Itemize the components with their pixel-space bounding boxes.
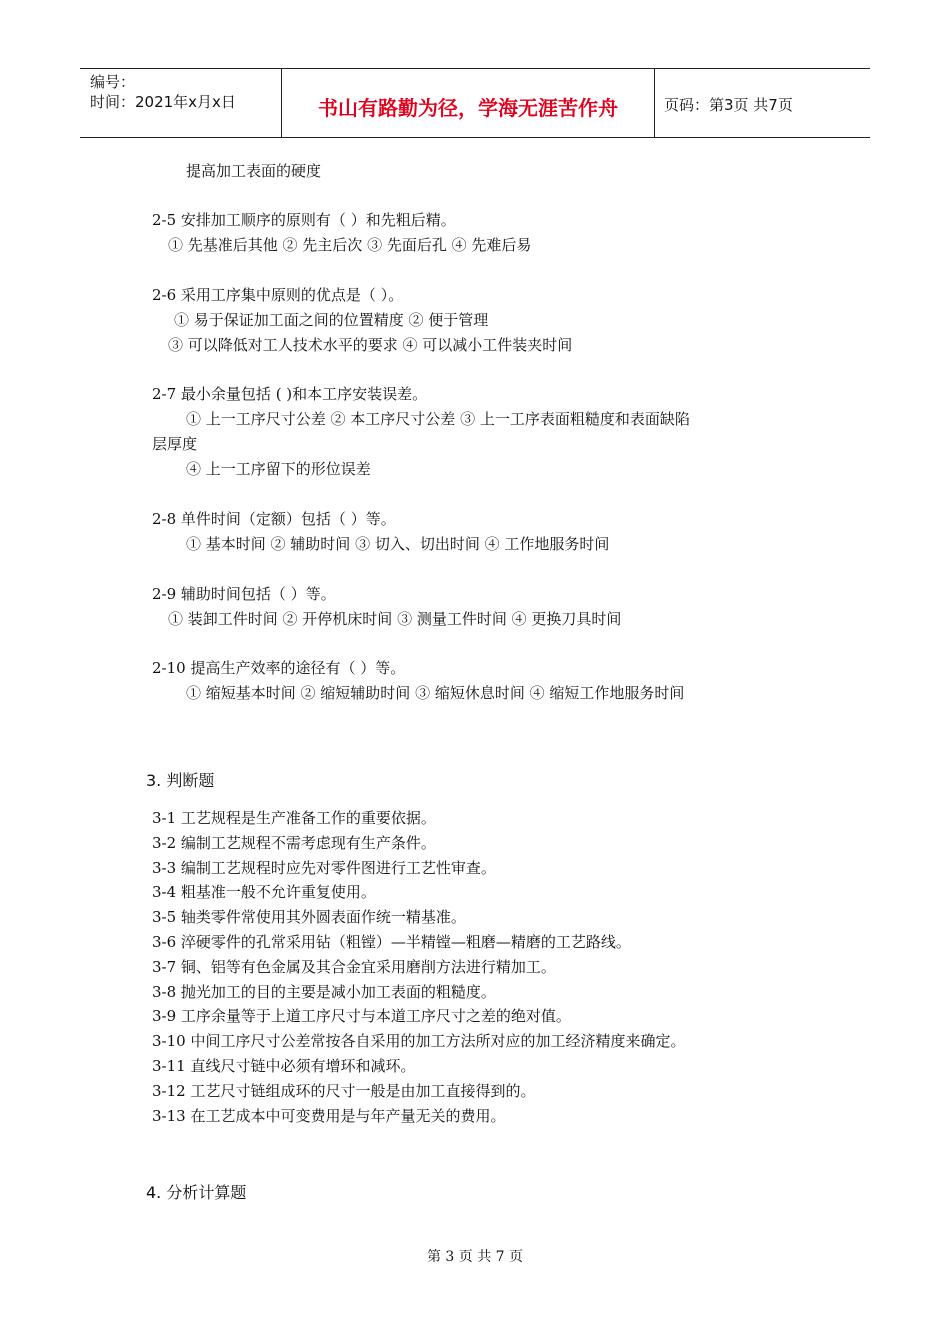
header-center-cell xyxy=(281,69,655,137)
judgement-item: 3-8 抛光加工的目的主要是减小加工表面的粗糙度。 xyxy=(152,982,496,1001)
question-2-6-options-2: ③ 可以降低对工人技术水平的要求 ④ 可以减小工件装夹时间 xyxy=(168,336,573,354)
question-2-9-options: ① 装卸工件时间 ② 开停机床时间 ③ 测量工件时间 ④ 更换刀具时间 xyxy=(168,610,622,628)
header-left-cell xyxy=(80,69,281,137)
judgement-item: 3-4 粗基准一般不允许重复使用。 xyxy=(152,883,376,902)
section-4-title: 4. 分析计算题 xyxy=(146,1183,247,1202)
judgement-item: 3-7 铜、铝等有色金属及其合金宜采用磨削方法进行精加工。 xyxy=(152,957,556,976)
judgement-item: 3-10 中间工序尺寸公差常按各自采用的加工方法所对应的加工经济精度来确定。 xyxy=(152,1032,686,1051)
header-right-cell xyxy=(654,69,870,137)
question-2-5-options: ① 先基准后其他 ② 先主后次 ③ 先面后孔 ④ 先难后易 xyxy=(168,236,532,254)
question-2-7-options-1-cont: 层厚度 xyxy=(152,435,198,453)
page-footer: 第 3 页 共 7 页 xyxy=(426,1249,524,1265)
page-info: 页码：第3页 共7页 xyxy=(664,96,793,114)
question-2-8-options: ① 基本时间 ② 辅助时间 ③ 切入、切出时间 ④ 工作地服务时间 xyxy=(186,535,610,553)
question-2-9: 2-9 辅助时间包括（ ）等。 xyxy=(152,585,336,603)
question-2-10-options: ① 缩短基本时间 ② 缩短辅助时间 ③ 缩短休息时间 ④ 缩短工作地服务时间 xyxy=(186,684,685,702)
judgement-item: 3-9 工序余量等于上道工序尺寸与本道工序尺寸之差的绝对值。 xyxy=(152,1007,571,1026)
judgement-item: 3-5 轴类零件常使用其外圆表面作统一精基准。 xyxy=(152,908,466,927)
question-2-6: 2-6 采用工序集中原则的优点是（ ）。 xyxy=(152,286,404,304)
judgement-item: 3-12 工艺尺寸链组成环的尺寸一般是由加工直接得到的。 xyxy=(152,1081,536,1100)
question-2-5: 2-5 安排加工顺序的原则有（ ）和先粗后精。 xyxy=(152,211,456,229)
question-2-10: 2-10 提高生产效率的途径有（ ）等。 xyxy=(152,659,406,677)
section-3-title: 3. 判断题 xyxy=(146,771,215,790)
motto-banner: 书山有路勤为径，学海无涯苦作舟 xyxy=(318,96,618,120)
question-2-7-options-2: ④ 上一工序留下的形位误差 xyxy=(186,460,371,478)
question-2-8: 2-8 单件时间（定额）包括（ ）等。 xyxy=(152,510,396,528)
judgement-item: 3-2 编制工艺规程不需考虑现有生产条件。 xyxy=(152,833,436,852)
judgement-item: 3-1 工艺规程是生产准备工作的重要依据。 xyxy=(152,809,436,827)
date-line: 时间：2021年x月x日 xyxy=(90,93,236,111)
judgement-item: 3-6 淬硬零件的孔常采用钻（粗镗）—半精镗—粗磨—精磨的工艺路线。 xyxy=(152,933,631,951)
page-header xyxy=(80,68,870,138)
question-2-6-options-1: ① 易于保证加工面之间的位置精度 ② 便于管理 xyxy=(174,311,489,329)
judgement-item: 3-13 在工艺成本中可变费用是与年产量无关的费用。 xyxy=(152,1106,506,1125)
question-2-7: 2-7 最小余量包括 ( )和本工序安装误差。 xyxy=(152,385,428,403)
judgement-item: 3-3 编制工艺规程时应先对零件图进行工艺性审查。 xyxy=(152,858,496,877)
id-label: 编号： xyxy=(90,73,136,91)
judgement-item: 3-11 直线尺寸链中必须有增环和减环。 xyxy=(152,1057,416,1075)
question-2-7-options-1: ① 上一工序尺寸公差 ② 本工序尺寸公差 ③ 上一工序表面粗糙度和表面缺陷 xyxy=(186,410,690,428)
intro-tail: 提高加工表面的硬度 xyxy=(186,162,322,180)
